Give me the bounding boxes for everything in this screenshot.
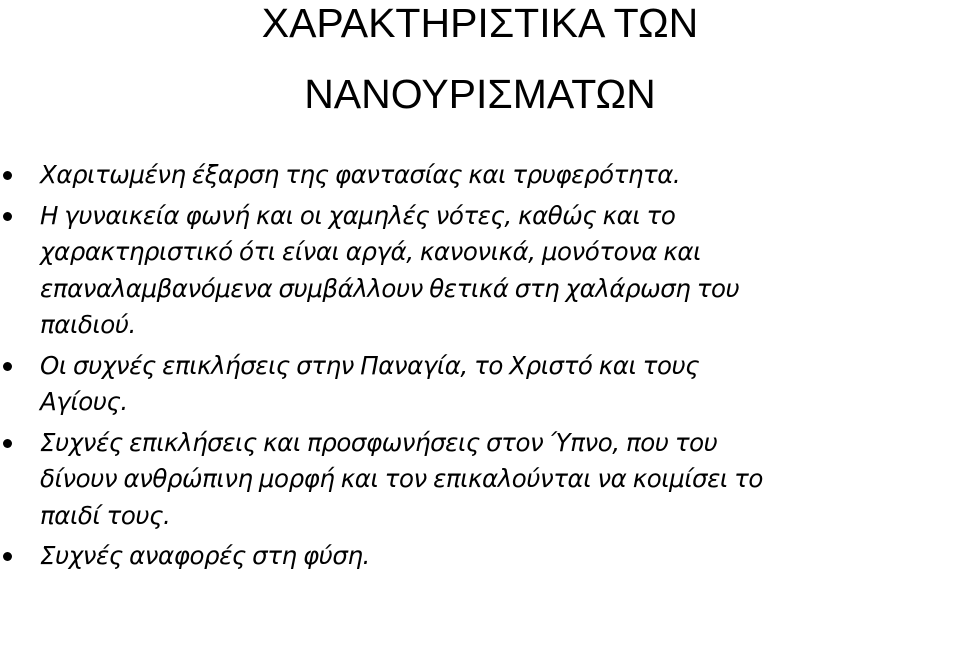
bullet-item: [0, 348, 960, 421]
bullet-dot-icon: [3, 171, 12, 180]
bullet-line: Συχνές αναφορές στη φύση.: [40, 541, 370, 570]
bullet-dot-icon: [3, 439, 12, 448]
bullet-dot-icon: [3, 212, 12, 221]
bullet-text: [40, 198, 960, 344]
bullet-list: [0, 157, 960, 575]
bullet-text: [40, 425, 960, 535]
bullet-item: [0, 425, 960, 535]
bullet-line: Οι συχνές επικλήσεις στην Παναγία, το Χριστό και τους: [40, 350, 700, 380]
bullet-line: Η γυναικεία φωνή και οι χαμηλές νότες, καθώς και το: [40, 200, 676, 230]
bullet-line: Χαριτωμένη έξαρση της φαντασίας και τρυφερότητα.: [40, 160, 681, 189]
bullet-line: επαναλαμβανόμενα συμβάλλουν θετικά στη χαλάρωση του: [40, 273, 740, 303]
bullet-item: [0, 157, 960, 194]
bullet-line: παιδί τους.: [40, 500, 171, 530]
bullet-line: δίνουν ανθρώπινη μορφή και τον επικαλούνται να κοιμίσει το: [40, 464, 763, 493]
bullet-text: [40, 348, 960, 421]
bullet-item: [0, 538, 960, 575]
bullet-dot-icon: [3, 362, 12, 371]
bullet-line: Αγίους.: [40, 387, 128, 416]
bullet-item: [0, 198, 960, 344]
title-line-1: ΧΑΡΑΚΤΗΡΙΣΤΙΚΑ ΤΩΝ: [261, 0, 699, 46]
bullet-line: παιδιού.: [40, 310, 136, 339]
bullet-text: [40, 157, 960, 194]
bullet-line: χαρακτηριστικό ότι είναι αργά, κανονικά, μονότονα και: [40, 237, 701, 266]
bullet-line: Συχνές επικλήσεις και προσφωνήσεις στον Ύπνο, που του: [40, 427, 718, 457]
title-line-2: ΝΑΝΟΥΡΙΣΜΑΤΩΝ: [304, 71, 656, 117]
bullet-dot-icon: [3, 552, 12, 561]
bullet-text: [40, 538, 960, 575]
